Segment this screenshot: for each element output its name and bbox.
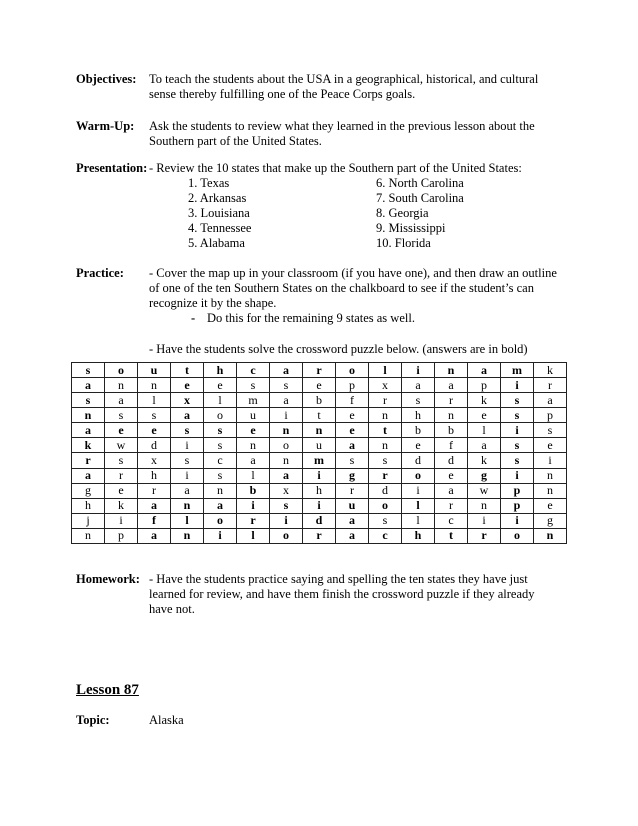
crossword-cell: s bbox=[105, 453, 138, 468]
state-item: 3. Louisiana bbox=[188, 206, 250, 220]
crossword-cell: a bbox=[237, 453, 270, 468]
crossword-cell: s bbox=[204, 438, 237, 453]
homework-label: Homework: bbox=[76, 572, 140, 586]
crossword-cell: i bbox=[105, 513, 138, 528]
presentation-intro: - Review the 10 states that make up the Southern part of the United States: bbox=[149, 161, 522, 175]
crossword-cell: i bbox=[402, 483, 435, 498]
crossword-cell: x bbox=[369, 378, 402, 393]
crossword-cell: h bbox=[402, 528, 435, 543]
crossword-cell: k bbox=[468, 393, 501, 408]
crossword-cell: d bbox=[435, 453, 468, 468]
states-row bbox=[188, 191, 508, 206]
crossword-cell: a bbox=[534, 393, 567, 408]
crossword-cell: e bbox=[105, 483, 138, 498]
crossword-cell: i bbox=[303, 468, 336, 483]
crossword-cell: l bbox=[468, 423, 501, 438]
crossword-cell: n bbox=[534, 468, 567, 483]
crossword-cell: a bbox=[402, 378, 435, 393]
crossword-row bbox=[72, 468, 567, 483]
crossword-cell: t bbox=[435, 528, 468, 543]
crossword-cell: k bbox=[468, 453, 501, 468]
crossword-cell: n bbox=[72, 528, 105, 543]
practice-line: - Cover the map up in your classroom (if you have one), and then draw an outline bbox=[149, 266, 557, 280]
crossword-cell: t bbox=[369, 423, 402, 438]
presentation-section bbox=[76, 161, 566, 253]
crossword-grid bbox=[71, 362, 567, 544]
states-row bbox=[188, 236, 508, 251]
crossword-cell: r bbox=[369, 393, 402, 408]
crossword-cell: s bbox=[72, 393, 105, 408]
warmup-line: Southern part of the United States. bbox=[149, 134, 322, 148]
crossword-cell: p bbox=[501, 498, 534, 513]
crossword-cell: p bbox=[501, 483, 534, 498]
crossword-cell: r bbox=[369, 468, 402, 483]
crossword-cell: c bbox=[435, 513, 468, 528]
state-item: 5. Alabama bbox=[188, 236, 245, 250]
crossword-row bbox=[72, 483, 567, 498]
crossword-cell: i bbox=[402, 363, 435, 378]
lesson-title: Lesson 87 bbox=[76, 682, 139, 698]
crossword-cell: b bbox=[237, 483, 270, 498]
crossword-cell: g bbox=[534, 513, 567, 528]
objectives-line: sense thereby fulfilling one of the Peace Corps goals. bbox=[149, 87, 416, 101]
states-row bbox=[188, 176, 508, 191]
crossword-cell: b bbox=[303, 393, 336, 408]
objectives-text bbox=[149, 72, 566, 102]
crossword-cell: j bbox=[72, 513, 105, 528]
crossword-cell: e bbox=[468, 408, 501, 423]
warmup-label: Warm-Up: bbox=[76, 119, 135, 133]
crossword-cell: a bbox=[336, 438, 369, 453]
crossword-cell: n bbox=[204, 483, 237, 498]
crossword-cell: r bbox=[336, 483, 369, 498]
objectives-line: To teach the students about the USA in a geographical, historical, and cultural bbox=[149, 72, 539, 86]
state-item: 1. Texas bbox=[188, 176, 230, 190]
crossword-cell: p bbox=[468, 378, 501, 393]
crossword-cell: s bbox=[534, 423, 567, 438]
crossword-cell: n bbox=[468, 498, 501, 513]
crossword-cell: n bbox=[72, 408, 105, 423]
crossword-cell: d bbox=[138, 438, 171, 453]
crossword-cell: r bbox=[435, 393, 468, 408]
crossword-cell: l bbox=[204, 393, 237, 408]
states-row bbox=[188, 221, 508, 236]
crossword-cell: m bbox=[303, 453, 336, 468]
state-item: 10. Florida bbox=[376, 236, 431, 250]
crossword-cell: n bbox=[105, 378, 138, 393]
crossword-cell: m bbox=[501, 363, 534, 378]
practice-label: Practice: bbox=[76, 266, 124, 280]
warmup-text bbox=[149, 119, 566, 149]
spacer bbox=[149, 326, 566, 342]
crossword-cell: o bbox=[270, 438, 303, 453]
practice-subitem bbox=[149, 311, 566, 326]
topic-value: Alaska bbox=[149, 713, 184, 727]
crossword-intro: - Have the students solve the crossword puzzle below. (answers are in bold) bbox=[149, 342, 528, 356]
practice-text bbox=[149, 266, 566, 357]
crossword-cell: i bbox=[204, 528, 237, 543]
crossword-row bbox=[72, 363, 567, 378]
crossword-cell: a bbox=[468, 363, 501, 378]
crossword-cell: r bbox=[435, 498, 468, 513]
crossword-cell: u bbox=[303, 438, 336, 453]
presentation-label: Presentation: bbox=[76, 161, 148, 175]
crossword-cell: s bbox=[171, 453, 204, 468]
crossword-cell: w bbox=[105, 438, 138, 453]
crossword-cell: r bbox=[138, 483, 171, 498]
crossword-cell: f bbox=[138, 513, 171, 528]
crossword-cell: s bbox=[501, 453, 534, 468]
crossword-cell: a bbox=[171, 483, 204, 498]
crossword-cell: l bbox=[237, 528, 270, 543]
practice-section bbox=[76, 266, 566, 356]
crossword-cell: l bbox=[237, 468, 270, 483]
crossword-cell: s bbox=[171, 423, 204, 438]
crossword-cell: d bbox=[303, 513, 336, 528]
crossword-cell: h bbox=[204, 363, 237, 378]
crossword-cell: r bbox=[72, 453, 105, 468]
crossword-cell: p bbox=[336, 378, 369, 393]
crossword-cell: o bbox=[204, 408, 237, 423]
crossword-cell: l bbox=[402, 513, 435, 528]
crossword-cell: u bbox=[237, 408, 270, 423]
state-item: 8. Georgia bbox=[376, 206, 429, 220]
crossword-cell: o bbox=[336, 363, 369, 378]
crossword-cell: f bbox=[435, 438, 468, 453]
topic-label: Topic: bbox=[76, 713, 110, 727]
crossword-cell: l bbox=[138, 393, 171, 408]
crossword-cell: i bbox=[270, 513, 303, 528]
crossword-row bbox=[72, 393, 567, 408]
crossword-cell: e bbox=[138, 423, 171, 438]
crossword-cell: h bbox=[402, 408, 435, 423]
crossword-cell: e bbox=[303, 378, 336, 393]
crossword-cell: m bbox=[237, 393, 270, 408]
crossword-cell: a bbox=[138, 528, 171, 543]
crossword-cell: s bbox=[336, 453, 369, 468]
crossword-cell: p bbox=[105, 528, 138, 543]
crossword-cell: k bbox=[105, 498, 138, 513]
topic-section bbox=[76, 713, 566, 729]
crossword-cell: a bbox=[336, 513, 369, 528]
crossword-cell: n bbox=[171, 528, 204, 543]
crossword-cell: u bbox=[138, 363, 171, 378]
crossword-cell: a bbox=[204, 498, 237, 513]
crossword-cell: h bbox=[303, 483, 336, 498]
crossword-cell: r bbox=[303, 528, 336, 543]
crossword-cell: i bbox=[468, 513, 501, 528]
state-item: 9. Mississippi bbox=[376, 221, 446, 235]
crossword-cell: c bbox=[369, 528, 402, 543]
crossword-cell: a bbox=[72, 423, 105, 438]
crossword-cell: a bbox=[72, 378, 105, 393]
homework-line: - Have the students practice saying and spelling the ten states they have just bbox=[149, 572, 528, 586]
crossword-row bbox=[72, 528, 567, 543]
crossword-row bbox=[72, 378, 567, 393]
crossword-cell: s bbox=[369, 513, 402, 528]
crossword-cell: r bbox=[534, 378, 567, 393]
crossword-cell: n bbox=[534, 528, 567, 543]
crossword-cell: e bbox=[336, 408, 369, 423]
practice-line: recognize it by the shape. bbox=[149, 296, 277, 310]
crossword-cell: i bbox=[237, 498, 270, 513]
crossword-cell: s bbox=[204, 468, 237, 483]
crossword-cell: i bbox=[501, 423, 534, 438]
crossword-cell: a bbox=[270, 363, 303, 378]
objectives-label: Objectives: bbox=[76, 72, 137, 86]
crossword-cell: s bbox=[501, 408, 534, 423]
crossword-cell: d bbox=[402, 453, 435, 468]
crossword-cell: e bbox=[237, 423, 270, 438]
crossword-cell: o bbox=[402, 468, 435, 483]
crossword-cell: i bbox=[534, 453, 567, 468]
crossword-cell: s bbox=[204, 423, 237, 438]
practice-line: of one of the ten Southern States on the chalkboard to see if the student’s can bbox=[149, 281, 534, 295]
crossword-cell: k bbox=[534, 363, 567, 378]
crossword-cell: a bbox=[105, 393, 138, 408]
crossword-body bbox=[72, 363, 567, 544]
crossword-cell: b bbox=[402, 423, 435, 438]
sub-text: Do this for the remaining 9 states as well. bbox=[207, 311, 415, 325]
crossword-cell: a bbox=[435, 378, 468, 393]
states-row bbox=[188, 206, 508, 221]
crossword-row bbox=[72, 498, 567, 513]
crossword-cell: i bbox=[303, 498, 336, 513]
sub-dash: - bbox=[191, 311, 196, 325]
warmup-section bbox=[76, 119, 566, 151]
crossword-cell: n bbox=[138, 378, 171, 393]
state-item: 4. Tennessee bbox=[188, 221, 252, 235]
crossword-cell: e bbox=[402, 438, 435, 453]
crossword-cell: s bbox=[105, 408, 138, 423]
states-list bbox=[188, 176, 508, 251]
state-item: 2. Arkansas bbox=[188, 191, 247, 205]
crossword-cell: k bbox=[72, 438, 105, 453]
crossword-cell: l bbox=[369, 363, 402, 378]
crossword-cell: p bbox=[534, 408, 567, 423]
crossword-cell: e bbox=[534, 438, 567, 453]
homework-line: have not. bbox=[149, 602, 195, 616]
state-item: 6. North Carolina bbox=[376, 176, 464, 190]
crossword-cell: o bbox=[270, 528, 303, 543]
crossword-cell: s bbox=[369, 453, 402, 468]
crossword-cell: e bbox=[204, 378, 237, 393]
crossword-cell: o bbox=[369, 498, 402, 513]
crossword-cell: x bbox=[138, 453, 171, 468]
crossword-cell: o bbox=[501, 528, 534, 543]
crossword-cell: i bbox=[171, 468, 204, 483]
crossword-cell: c bbox=[237, 363, 270, 378]
presentation-text bbox=[149, 161, 566, 176]
crossword-cell: x bbox=[171, 393, 204, 408]
crossword-cell: n bbox=[369, 438, 402, 453]
crossword-row bbox=[72, 513, 567, 528]
crossword-cell: n bbox=[534, 483, 567, 498]
crossword-cell: e bbox=[171, 378, 204, 393]
crossword-cell: n bbox=[237, 438, 270, 453]
crossword-cell: s bbox=[501, 393, 534, 408]
crossword-cell: i bbox=[501, 378, 534, 393]
crossword-cell: a bbox=[270, 393, 303, 408]
crossword-cell: a bbox=[270, 468, 303, 483]
crossword-cell: a bbox=[435, 483, 468, 498]
crossword-cell: n bbox=[270, 423, 303, 438]
crossword-cell: i bbox=[501, 468, 534, 483]
crossword-cell: b bbox=[435, 423, 468, 438]
homework-line: learned for review, and have them finish the crossword puzzle if they already bbox=[149, 587, 535, 601]
crossword-cell: r bbox=[468, 528, 501, 543]
state-item: 7. South Carolina bbox=[376, 191, 464, 205]
crossword-cell: r bbox=[303, 363, 336, 378]
crossword-cell: g bbox=[72, 483, 105, 498]
crossword-cell: n bbox=[435, 363, 468, 378]
crossword-cell: a bbox=[72, 468, 105, 483]
crossword-cell: l bbox=[171, 513, 204, 528]
crossword-cell: n bbox=[435, 408, 468, 423]
crossword-cell: a bbox=[336, 528, 369, 543]
crossword-cell: s bbox=[270, 378, 303, 393]
crossword-cell: u bbox=[336, 498, 369, 513]
crossword-cell: c bbox=[204, 453, 237, 468]
warmup-line: Ask the students to review what they learned in the previous lesson about the bbox=[149, 119, 535, 133]
homework-section bbox=[76, 572, 566, 620]
crossword-cell: i bbox=[171, 438, 204, 453]
crossword-cell: e bbox=[534, 498, 567, 513]
crossword-cell: t bbox=[303, 408, 336, 423]
crossword-cell: o bbox=[105, 363, 138, 378]
crossword-cell: w bbox=[468, 483, 501, 498]
crossword-cell: s bbox=[402, 393, 435, 408]
objectives-section bbox=[76, 72, 566, 104]
crossword-cell: o bbox=[204, 513, 237, 528]
crossword-cell: n bbox=[171, 498, 204, 513]
crossword-cell: n bbox=[369, 408, 402, 423]
crossword-cell: s bbox=[270, 498, 303, 513]
crossword-cell: x bbox=[270, 483, 303, 498]
crossword-cell: e bbox=[105, 423, 138, 438]
crossword-cell: l bbox=[402, 498, 435, 513]
crossword-row bbox=[72, 453, 567, 468]
crossword-cell: e bbox=[435, 468, 468, 483]
crossword-row bbox=[72, 408, 567, 423]
crossword-cell: s bbox=[72, 363, 105, 378]
crossword-cell: n bbox=[303, 423, 336, 438]
crossword-cell: s bbox=[138, 408, 171, 423]
crossword-cell: r bbox=[237, 513, 270, 528]
crossword-cell: n bbox=[270, 453, 303, 468]
crossword-cell: a bbox=[468, 438, 501, 453]
crossword-cell: s bbox=[501, 438, 534, 453]
crossword-cell: h bbox=[72, 498, 105, 513]
crossword-cell: g bbox=[336, 468, 369, 483]
crossword-cell: a bbox=[171, 408, 204, 423]
crossword-cell: e bbox=[336, 423, 369, 438]
crossword-cell: i bbox=[270, 408, 303, 423]
crossword-cell: i bbox=[501, 513, 534, 528]
homework-text bbox=[149, 572, 566, 617]
crossword-cell: s bbox=[237, 378, 270, 393]
crossword-cell: g bbox=[468, 468, 501, 483]
crossword-cell: t bbox=[171, 363, 204, 378]
crossword-row bbox=[72, 423, 567, 438]
crossword-cell: f bbox=[336, 393, 369, 408]
crossword-cell: r bbox=[105, 468, 138, 483]
crossword-cell: a bbox=[138, 498, 171, 513]
crossword-cell: h bbox=[138, 468, 171, 483]
crossword-cell: d bbox=[369, 483, 402, 498]
crossword-row bbox=[72, 438, 567, 453]
